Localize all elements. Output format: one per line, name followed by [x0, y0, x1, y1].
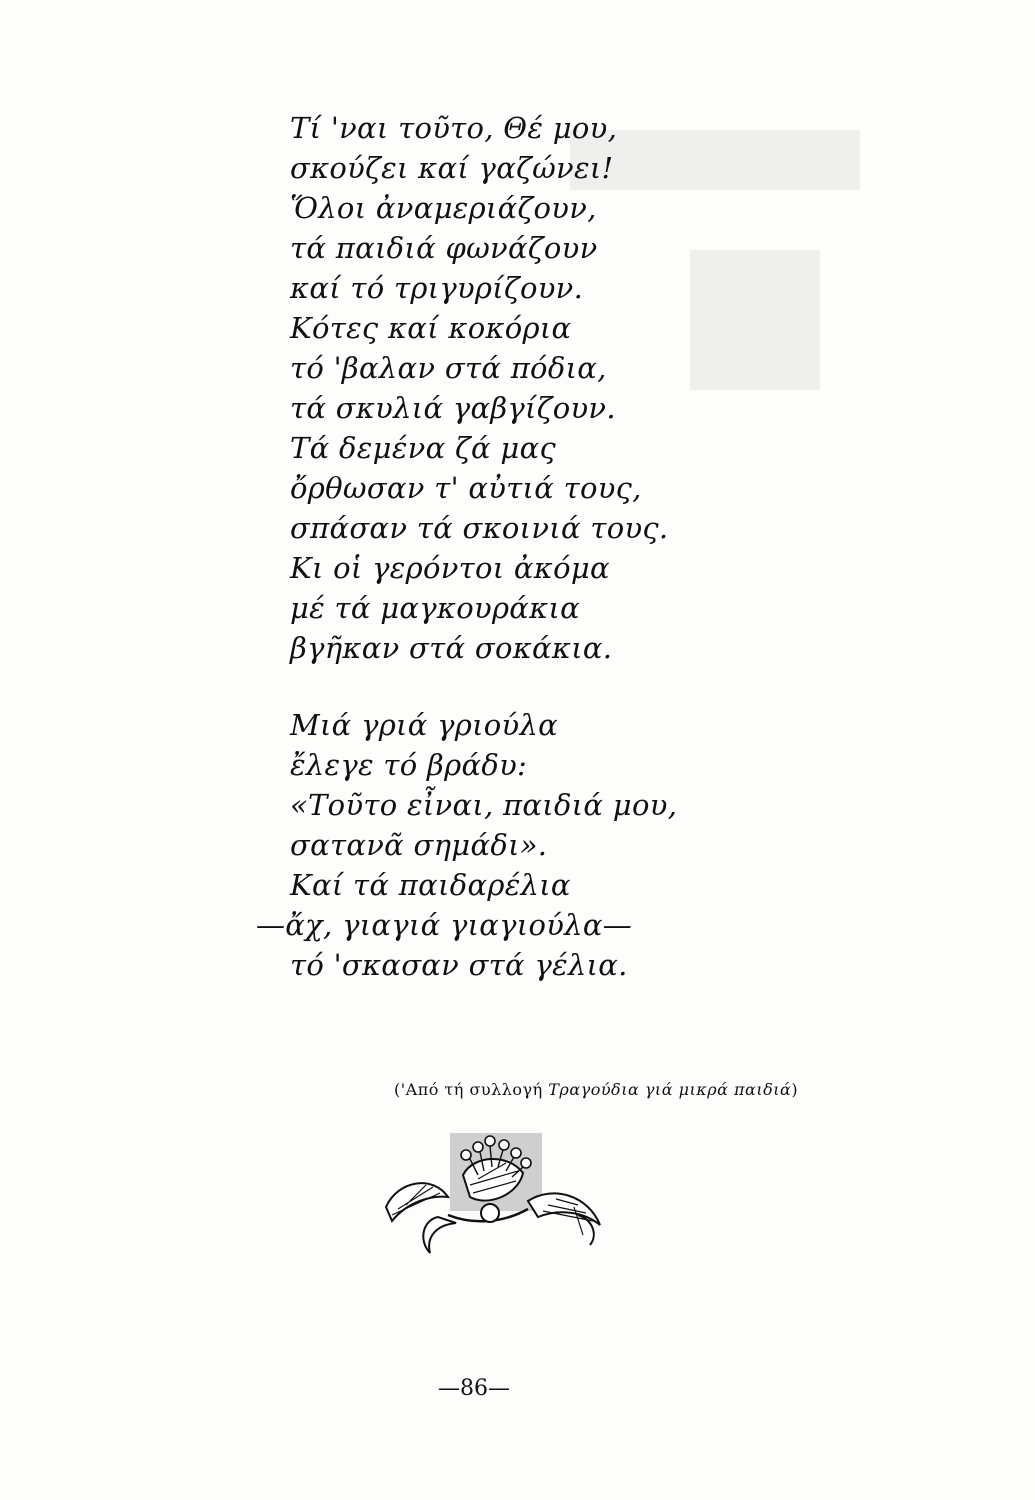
poem-line: βγῆκαν στά σοκάκια. — [290, 631, 613, 665]
source-suffix: ) — [791, 1080, 799, 1099]
stanza-1 — [290, 108, 750, 668]
poem-line: σπάσαν τά σκοινιά τους. — [290, 511, 669, 545]
poem-line: Τί 'ναι τοῦτο, Θέ μου, — [290, 111, 618, 145]
poem-line: «Τοῦτο εἶναι, παιδιά μου, — [290, 788, 678, 822]
poem-line: τά σκυλιά γαβγίζουν. — [290, 391, 616, 425]
poem-line: ὄρθωσαν τ' αὐτιά τους, — [290, 471, 642, 505]
poem-line: Καί τά παιδαρέλια — [290, 868, 571, 902]
poem-line: μέ τά μαγκουράκια — [290, 591, 581, 625]
poem-line: τά παιδιά φωνάζουν — [290, 231, 598, 265]
flower-ornament-icon — [378, 1125, 608, 1275]
source-title: Τραγούδια γιά μικρά παιδιά — [548, 1080, 792, 1099]
source-prefix: ('Από τή συλλογή — [394, 1080, 549, 1099]
stanza-2 — [256, 705, 750, 985]
poem-line: σατανᾶ σημάδι». — [290, 828, 548, 862]
poem-line: Τά δεμένα ζά μας — [290, 431, 556, 465]
page-number: —86— — [438, 1376, 510, 1401]
poem-line: τό 'βαλαν στά πόδια, — [290, 351, 607, 385]
poem-line: τό 'σκασαν στά γέλια. — [290, 948, 628, 982]
stanza-gap — [290, 668, 750, 705]
poem-line: —ἄχ, γιαγιά γιαγιούλα— — [256, 908, 633, 942]
poem-line: σκούζει καί γαζώνει! — [290, 151, 614, 185]
poem — [256, 108, 750, 985]
source-citation — [394, 1080, 798, 1099]
poem-line: Κότες καί κοκόρια — [290, 311, 572, 345]
poem-line: καί τό τριγυρίζουν. — [290, 271, 584, 305]
poem-line: ἔλεγε τό βράδυ: — [290, 748, 528, 782]
poem-line: Ὅλοι ἀναμεριάζουν, — [290, 191, 597, 225]
poem-line: Κι οἱ γερόντοι ἀκόμα — [290, 551, 610, 585]
poem-line: Μιά γριά γριούλα — [290, 708, 559, 742]
